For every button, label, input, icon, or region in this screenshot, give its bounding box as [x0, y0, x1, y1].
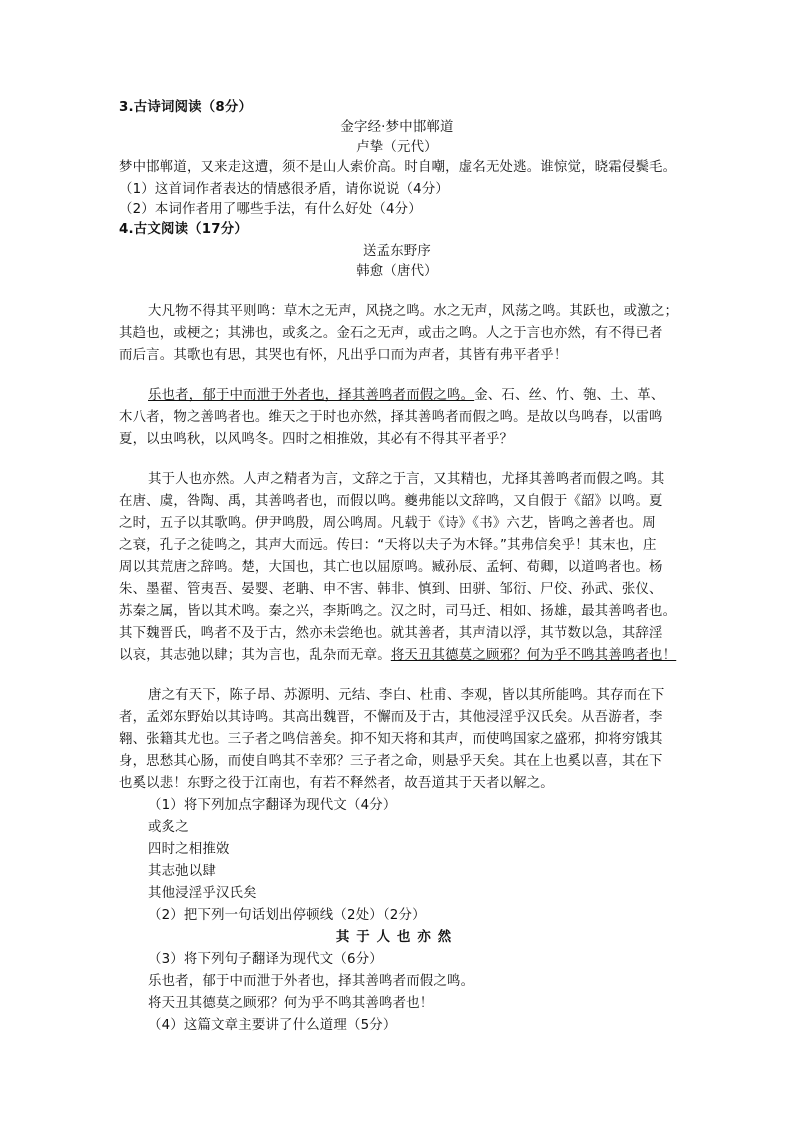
essay-p4-line: 者，孟郊东野始以其诗鸣。其高出魏晋，不懈而及于古，其他浸淫乎汉氏矣。从吾游者，李	[119, 710, 663, 725]
poem-title: 金字经·梦中邯郸道	[340, 120, 454, 135]
essay-p1-line: 而后言。其歌也有思，其哭也有怀，凡出乎口而为声者，其皆有弗平者乎！	[119, 348, 568, 363]
essay-p2-line-rest: 金、石、丝、竹、匏、土、革、	[474, 388, 665, 403]
question-3-item: 乐也者，郁于中而泄于外者也，择其善鸣者而假之鸣。	[148, 974, 475, 989]
essay-p3-line: 其下魏晋氏，鸣者不及于古，然亦未尝绝也。就其善者，其声清以浮，其节数以急，其辞淫	[119, 626, 663, 641]
essay-p2-line: 木八者，物之善鸣者也。维天之于时也亦然，择其善鸣者而假之鸣。是故以鸟鸣春，以雷鸣	[119, 410, 663, 425]
essay-title: 送孟东野序	[363, 244, 431, 259]
section3-question-1: （1）这首词作者表达的情感很矛盾，请你说说（4分）	[119, 182, 450, 197]
section3-question-2: （2）本词作者用了哪些手法，有什么好处（4分）	[119, 202, 422, 217]
essay-p3-line-plain: 以哀，其志弛以肆；其为言也，乱杂而无章。	[119, 648, 391, 663]
essay-p4-line: 翱、张籍其尤也。三子者之鸣信善矣。抑不知天将和其声，而使鸣国家之盛邪，抑将穷饿其	[119, 732, 663, 747]
underlined-sentence: 将天丑其德莫之顾邪？何为乎不鸣其善鸣者也！	[390, 648, 677, 663]
essay-author: 韩愈（唐代）	[356, 264, 438, 279]
essay-p3-line: 朱、墨翟、管夷吾、晏婴、老聃、申不害、韩非、慎到、田骈、邹衍、尸佼、孙武、张仪、	[119, 582, 663, 597]
essay-p3-line: 在唐、虞，咎陶、禹，其善鸣者也，而假以鸣。夔弗能以文辞鸣，又自假于《韶》以鸣。夏	[119, 494, 663, 509]
question-1-item: 或炙之	[148, 820, 189, 835]
essay-p1-line: 其趋也，或梗之；其沸也，或炙之。金石之无声，或击之鸣。人之于言也亦然，有不得已者	[119, 326, 663, 341]
question-1-item: 其他浸淫乎汉氏矣	[148, 886, 257, 901]
essay-question-1: （1）将下列加点字翻译为现代文（4分）	[148, 798, 397, 813]
essay-p3-line: 苏秦之属，皆以其术鸣。秦之兴，李斯鸣之。汉之时，司马迁、相如、扬雄，最其善鸣者也。	[119, 604, 677, 619]
essay-p3-line	[119, 646, 676, 666]
section4-heading: 4.古文阅读（17分）	[119, 222, 248, 237]
question-3-item: 将天丑其德莫之顾邪？何为乎不鸣其善鸣者也！	[148, 996, 434, 1011]
essay-p2-line: 夏，以虫鸣秋，以风鸣冬。四时之相推敚，其必有不得其平者乎？	[119, 432, 514, 447]
underlined-sentence: 乐也者，郁于中而泄于外者也，择其善鸣者而假之鸣。	[148, 388, 475, 403]
essay-p3-line: 周以其荒唐之辞鸣。楚，大国也，其亡也以屈原鸣。臧孙辰、孟轲、荀卿，以道鸣者也。杨	[119, 560, 663, 575]
poem-author: 卢挚（元代）	[356, 140, 438, 155]
essay-p2-line	[148, 386, 664, 406]
question-1-item: 四时之相推敚	[148, 842, 230, 857]
essay-p4-line: 身，思愁其心肠，而使自鸣其不幸邪？三子者之命，则悬乎天矣。其在上也奚以喜，其在下	[119, 754, 663, 769]
essay-p3-line: 之时，五子以其歌鸣。伊尹鸣殷，周公鸣周。凡载于《诗》《书》六艺，皆鸣之善者也。周	[119, 516, 656, 531]
essay-p4-line: 也奚以悲！东野之役于江南也，有若不释然者，故吾道其于天者以解之。	[119, 776, 554, 791]
essay-question-4: （4）这篇文章主要讲了什么道理（5分）	[148, 1018, 397, 1033]
essay-p3-line: 之衰，孔子之徒鸣之，其声大而远。传曰：“天将以夫子为木铎。”其弗信矣乎！其末也，庄	[119, 538, 657, 553]
pause-sentence: 其于人也亦然	[335, 930, 459, 945]
section3-heading: 3.古诗词阅读（8分）	[119, 100, 253, 115]
question-1-item: 其志弛以肆	[148, 864, 216, 879]
essay-p3-line: 其于人也亦然。人声之精者为言，文辞之于言，又其精也，尤择其善鸣者而假之鸣。其	[148, 472, 665, 487]
essay-question-2: （2）把下列一句话划出停顿线（2处）（2分）	[148, 908, 426, 923]
essay-question-3: （3）将下列句子翻译为现代文（6分）	[148, 952, 383, 967]
essay-p4-line: 唐之有天下，陈子昂、苏源明、元结、李白、杜甫、李观，皆以其所能鸣。其存而在下	[148, 688, 665, 703]
essay-p1-line: 大凡物不得其平则鸣：草木之无声，风挠之鸣。水之无声，风荡之鸣。其跃也，或激之；	[148, 304, 679, 319]
poem-text: 梦中邯郸道，又来走这遭，须不是山人索价高。时自嘲，虚名无处逃。谁惊觉，晓霜侵鬓毛。	[119, 160, 677, 175]
